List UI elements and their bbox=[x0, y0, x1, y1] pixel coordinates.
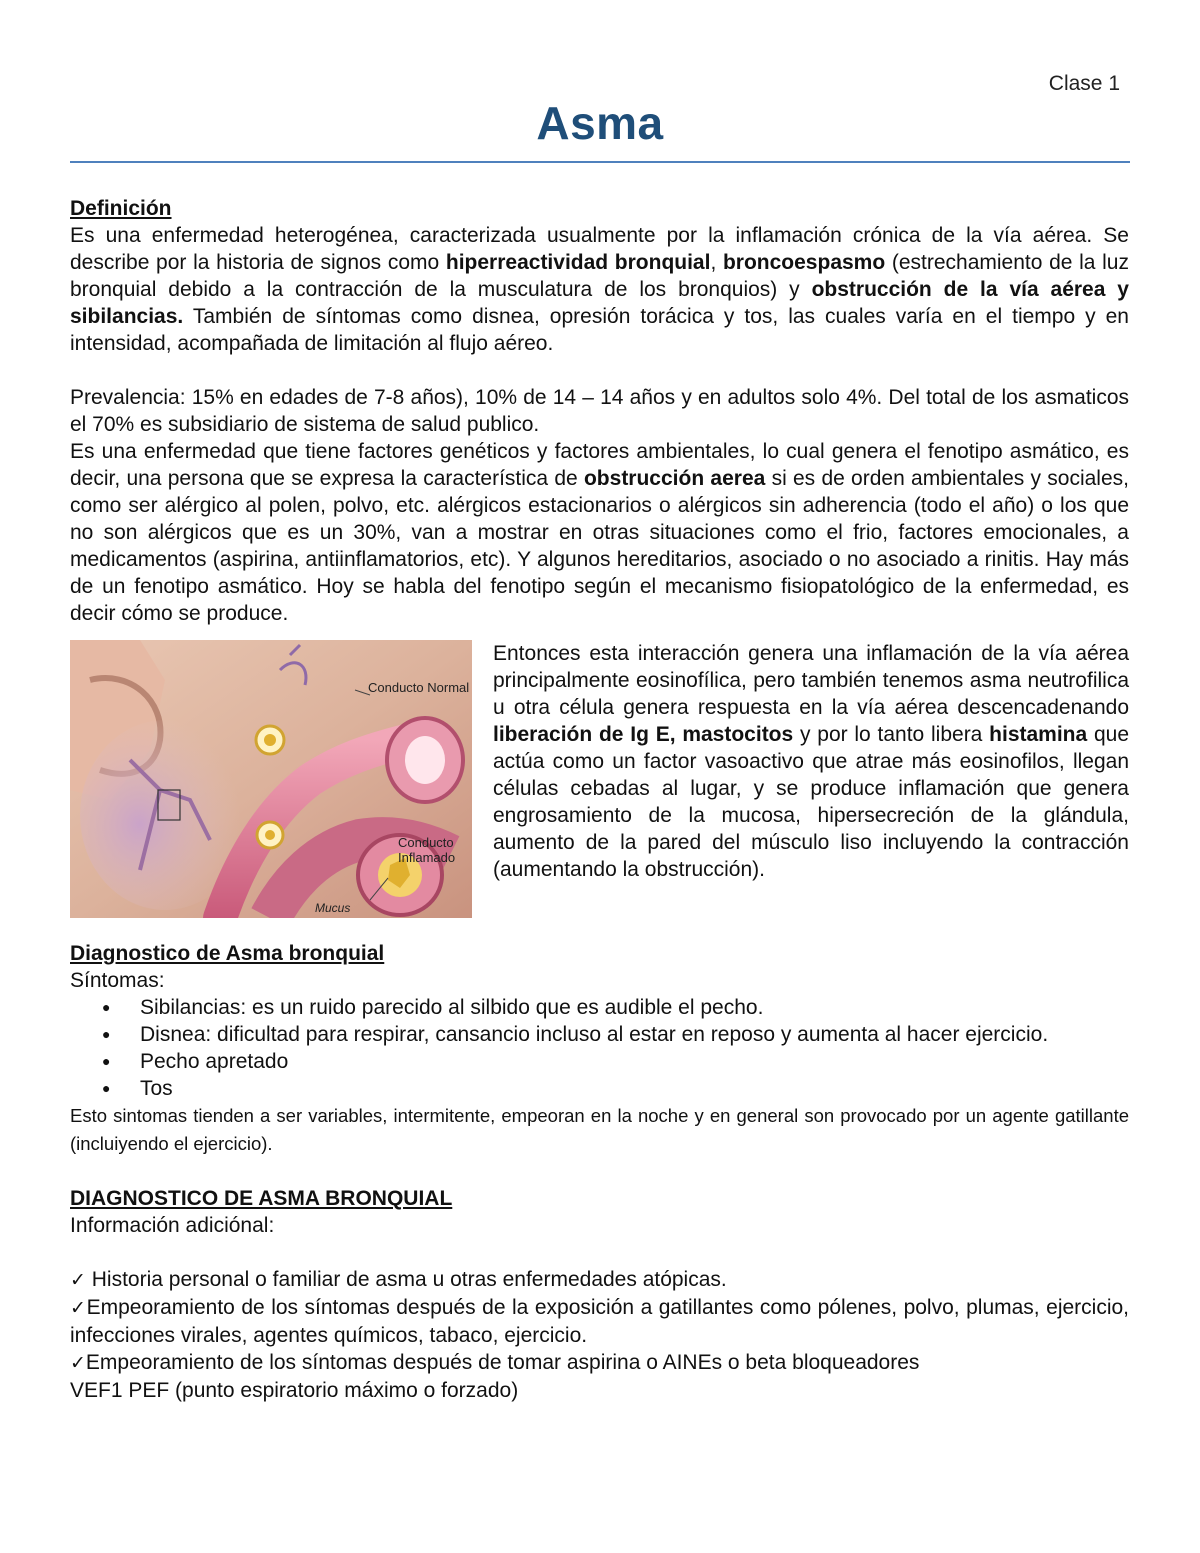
info-adicional-label: Información adiciónal: bbox=[70, 1214, 275, 1237]
fenotipo-paragraph bbox=[70, 438, 1129, 627]
check-item-text: Empeoramiento de los síntomas después de tomar aspirina o AINEs o beta bloqueadores bbox=[85, 1351, 920, 1374]
class-label: Clase 1 bbox=[1048, 72, 1120, 95]
fenotipo-bold-obstruccion: obstrucción aerea bbox=[583, 467, 766, 490]
definicion-bold-hiperreactividad: hiperreactividad bronquial bbox=[445, 251, 711, 274]
interaccion-bold-ige: liberación de Ig E, mastocitos bbox=[493, 723, 794, 746]
sintomas-list bbox=[70, 994, 1129, 1102]
spacer bbox=[70, 1239, 1129, 1266]
fenotipo-text-c: si es de orden ambientales y sociales, como ser alérgico al polen, polvo, etc. alérgicos estacionarios o alérgicos sin adherencia (todo el año) o los que no son alérgicos que es un 30%, van a mostrar en otras situaciones como el frio, factores emocionales, a medicamentos (aspirina, antiinflamatorios, etc). Y algunos hereditarios, asociado o no asociado a rinitis. Hay más de un fenotipo asmático. Hoy se habla del fenotipo según el mecanismo fisiopatológico de la enfermedad, es decir cómo se produce. bbox=[70, 467, 1129, 625]
definicion-text-e: También de síntomas como disnea, opresión torácica y tos, las cuales varía en el tiempo y en intensidad, acompañada de limitación al flujo aéreo. bbox=[70, 305, 1129, 355]
definicion-text-c: , bbox=[710, 251, 723, 274]
document-body bbox=[70, 195, 1129, 1404]
list-item: ● Disnea: dificultad para respirar, cansancio incluso al estar en reposo y aumenta al hacer ejercicio. bbox=[140, 1021, 1129, 1048]
label-mucus: Mucus bbox=[315, 901, 351, 915]
title-rule bbox=[70, 161, 1130, 163]
spacer bbox=[70, 1158, 1129, 1185]
interaccion-text-d: que actúa como un factor vasoactivo que atrae más eosinofilos, llegan células cebadas al lugar, y se produce inflamación que genera engrosamiento de la mucosa, hipersecreción de la glándula, aumento de la pared del músculo liso incluyendo la contracción (aumentando la obstrucción). bbox=[493, 723, 1130, 881]
interaccion-bold-histamina: histamina bbox=[989, 723, 1088, 746]
diagnostico-heading: Diagnostico de Asma bronquial bbox=[70, 942, 385, 965]
sintomas-note: Esto sintomas tienden a ser variables, intermitente, empeoran en la noche y en general son provocado por un agente gatillante (incluiyendo el ejercicio). bbox=[70, 1105, 1129, 1154]
label-inflamado: Inflamado bbox=[398, 850, 456, 865]
page-title: Asma bbox=[536, 97, 664, 149]
figure-row bbox=[70, 640, 1129, 940]
interaccion-paragraph bbox=[493, 640, 1129, 883]
definicion-bold-obstruccion: obstrucción de la vía aérea y sibilancias. bbox=[70, 278, 1129, 328]
checkmark-icon: ✓ bbox=[70, 1269, 86, 1291]
asthma-airway-illustration bbox=[70, 640, 472, 918]
list-item: ● Pecho apretado bbox=[140, 1048, 1129, 1075]
checkmark-icon: ✓ bbox=[70, 1297, 87, 1319]
definicion-heading: Definición bbox=[70, 197, 172, 220]
check-item-text: Historia personal o familiar de asma u otras enfermedades atópicas. bbox=[85, 1268, 727, 1291]
list-item: ● Sibilancias: es un ruido parecido al silbido que es audible el pecho. bbox=[140, 994, 1129, 1021]
check-item bbox=[70, 1266, 1129, 1294]
vef-line: VEF1 PEF (punto espiratorio máximo o forzado) bbox=[70, 1379, 519, 1402]
sintomas-label: Síntomas: bbox=[70, 969, 165, 992]
fenotipo-text-a: Es una enfermedad que tiene factores genéticos y factores ambientales, lo cual genera el fenotipo asmático, es decir, una persona que se expresa la característica de bbox=[70, 440, 1129, 490]
definicion-text-a: Es una enfermedad heterogénea, caracterizada usualmente por la inflamación crónica de la vía aérea. Se describe por la historia de signos como bbox=[70, 224, 1129, 274]
definicion-paragraph bbox=[70, 222, 1129, 357]
check-item-text: Empeoramiento de los síntomas después de la exposición a gatillantes como pólenes, polvo, plumas, ejercicio, infecciones virales, agentes químicos, tabaco, ejercicio. bbox=[70, 1296, 1129, 1347]
diagnostico-upper-heading: DIAGNOSTICO DE ASMA BRONQUIAL bbox=[70, 1187, 453, 1210]
spacer bbox=[70, 357, 1129, 384]
definicion-bold-broncoespasmo: broncoespasmo bbox=[722, 251, 886, 274]
prevalencia-paragraph: Prevalencia: 15% en edades de 7-8 años), 10% de 14 – 14 años y en adultos solo 4%. Del total de los asmaticos el 70% es subsidiario de sistema de salud publico. bbox=[70, 386, 1129, 436]
check-item bbox=[70, 1294, 1129, 1349]
list-item: ● Tos bbox=[140, 1075, 1129, 1102]
check-item bbox=[70, 1349, 1129, 1377]
checkmark-icon: ✓ bbox=[70, 1352, 86, 1374]
interaccion-text-a: Entonces esta interacción genera una inflamación de la vía aérea principalmente eosinofílica, pero también tenemos asma neutrofilica u otra célula genera respuesta en la vía aérea descencadenando bbox=[493, 642, 1129, 719]
definicion-text-d: (estrechamiento de la luz bronquial debido a la contracción de la musculatura de los bronquios) y bbox=[70, 251, 1129, 301]
label-conducto: Conducto bbox=[398, 835, 454, 850]
label-conducto-normal: Conducto Normal bbox=[368, 680, 470, 695]
interaccion-text-c: y por lo tanto libera bbox=[793, 723, 990, 746]
